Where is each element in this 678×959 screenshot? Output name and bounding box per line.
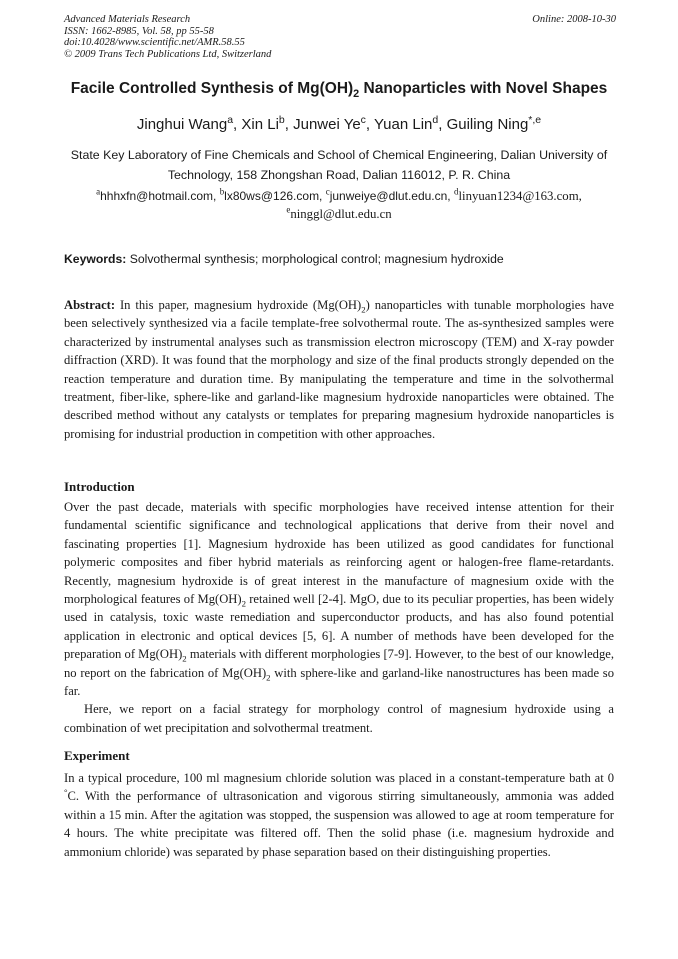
experiment-heading: Experiment xyxy=(64,748,130,763)
author-affil-mark: *,e xyxy=(528,114,542,126)
title-text: Facile Controlled Synthesis of Mg(OH) xyxy=(70,80,354,97)
author-name: Xin Li xyxy=(241,116,279,133)
introduction-heading: Introduction xyxy=(64,479,135,494)
copyright-line: © 2009 Trans Tech Publications Ltd, Switzerland xyxy=(64,48,272,60)
keywords-label: Keywords: xyxy=(64,252,127,266)
abstract-text: In this paper, magnesium hydroxide (Mg(OH) xyxy=(115,298,362,312)
keywords-text: Solvothermal synthesis; morphological control; magnesium hydroxide xyxy=(126,252,504,266)
author-separator: , xyxy=(438,116,447,133)
email-link[interactable]: ninggl@dlut.edu.cn xyxy=(290,207,392,221)
author-list xyxy=(40,116,638,133)
email-mark: c xyxy=(325,186,330,197)
subscript: 2 xyxy=(361,304,366,315)
email-link[interactable]: junweiye@dlut.edu.cn, xyxy=(329,189,454,203)
doi-line: doi:10.4028/www.scientific.net/AMR.58.55 xyxy=(64,37,245,48)
affiliation-line-2: Technology, 158 Zhongshan Road, Dalian 116012, P. R. China xyxy=(167,168,511,182)
author-name: Guiling Ning xyxy=(446,116,529,133)
paper-title xyxy=(40,80,638,101)
title-subscript: 2 xyxy=(353,88,360,101)
affiliation xyxy=(58,145,620,185)
abstract-text: ) nanoparticles with tunable morphologies have been selectively synthesized via a facile template-free solvothermal route. The as-synthesized samples were characterized by instrumental analyses such as transmission electron microscopy (TEM) and X-ray powder diffraction (XRD). It was found that the morphology and size of the final products strongly depended on the reaction temperature and duration time. By manipulating the temperature and time in the solvothermal treatment, fiber-like, sphere-like and garland-like magnesium hydroxide nanoparticles were obtained. The described method without any catalysts or templates for preparing magnesium hydroxide nanoparticles is promising for industrial production in competition with other approaches. xyxy=(64,298,614,441)
abstract-paragraph xyxy=(64,296,614,443)
emails-line-1 xyxy=(58,187,620,205)
paragraph-text: retained well [2-4]. MgO, due to its peculiar properties, has been widely used in catalysis, toxic waste remediation and superconductor products, and has also found potential application in electronic and optical devices [5, 6]. A number of methods have been developed for the preparation of Mg(OH) xyxy=(64,592,614,662)
author-emails xyxy=(58,187,620,223)
journal-name: Advanced Materials Research xyxy=(64,14,191,25)
introduction-paragraph-2: Here, we report on a facial strategy for morphology control of magnesium hydroxide using a combination of wet precipitation and solvothermal treatment. xyxy=(64,702,614,735)
email-mark: e xyxy=(286,204,291,215)
author-name: Junwei Ye xyxy=(293,116,361,133)
paragraph-text: Over the past decade, materials with specific morphologies have received intense attention for their fundamental scientific significance and technological applications that derive from their novel and fascinating properties [1]. Magnesium hydroxide has been utilized as good candidates for functional polymeric composites and fiber hybrid materials as reinforcing agent or halogen-free flame-retardants. Recently, magnesium hydroxide is of great interest in the manufacture of magnesium oxide with the morphological features of Mg(OH) xyxy=(64,500,614,607)
paragraph-text: C. With the performance of ultrasonication and vigorous stirring simultaneously, ammonia was added within a 15 min. After the agitation was stopped, the suspension was allowed to age at room temperature for 4 hours. The white precipitate was filtered off. Then the solid phase (i.e. magnesium hydroxide and ammonium chloride) was separated by phase separation based on their distinguishing properties. xyxy=(64,789,614,859)
introduction-section xyxy=(64,498,614,737)
paragraph-text: In a typical procedure, 100 ml magnesium chloride solution was placed in a constant-temperature bath at 0 xyxy=(64,771,614,785)
author-affil-mark: b xyxy=(278,114,285,126)
author-affil-mark: d xyxy=(432,114,439,126)
author-separator: , xyxy=(284,116,294,133)
experiment-section xyxy=(64,769,614,861)
author-affil-mark: a xyxy=(227,114,234,126)
email-mark: a xyxy=(96,186,101,197)
email-link[interactable]: lx80ws@126.com, xyxy=(224,189,326,203)
email-mark: d xyxy=(453,186,459,197)
online-date: Online: 2008-10-30 xyxy=(532,14,616,25)
subscript: 2 xyxy=(182,653,187,664)
introduction-paragraph-1 xyxy=(64,498,614,700)
abstract xyxy=(64,296,614,443)
author-affil-mark: c xyxy=(360,114,366,126)
keywords xyxy=(64,252,616,266)
experiment-paragraph-1 xyxy=(64,769,614,861)
author-name: Yuan Lin xyxy=(374,116,433,133)
affiliation-line-1: State Key Laboratory of Fine Chemicals and School of Chemical Engineering, Dalian University of xyxy=(70,148,608,162)
author-name: Jinghui Wang xyxy=(136,116,228,133)
email-link[interactable]: linyuan1234@163.com, xyxy=(458,189,582,203)
email-mark: b xyxy=(219,186,225,197)
degree-mark: ° xyxy=(64,787,68,798)
subscript: 2 xyxy=(266,672,271,683)
email-link[interactable]: hhhxfn@hotmail.com, xyxy=(100,189,220,203)
author-separator: , xyxy=(233,116,242,133)
issn-line: ISSN: 1662-8985, Vol. 58, pp 55-58 xyxy=(64,25,214,37)
subscript: 2 xyxy=(241,598,246,609)
title-text-end: Nanoparticles with Novel Shapes xyxy=(359,80,608,97)
emails-line-2 xyxy=(58,205,620,223)
paragraph-text: materials with different morphologies [7-9]. However, to the best of our knowledge, no report on the fabrication of Mg(OH) xyxy=(64,647,614,680)
author-separator: , xyxy=(365,116,374,133)
abstract-label: Abstract: xyxy=(64,298,116,312)
paragraph-text: with sphere-like and garland-like nanostructures has been made so far. xyxy=(64,665,614,699)
journal-header xyxy=(64,14,616,60)
